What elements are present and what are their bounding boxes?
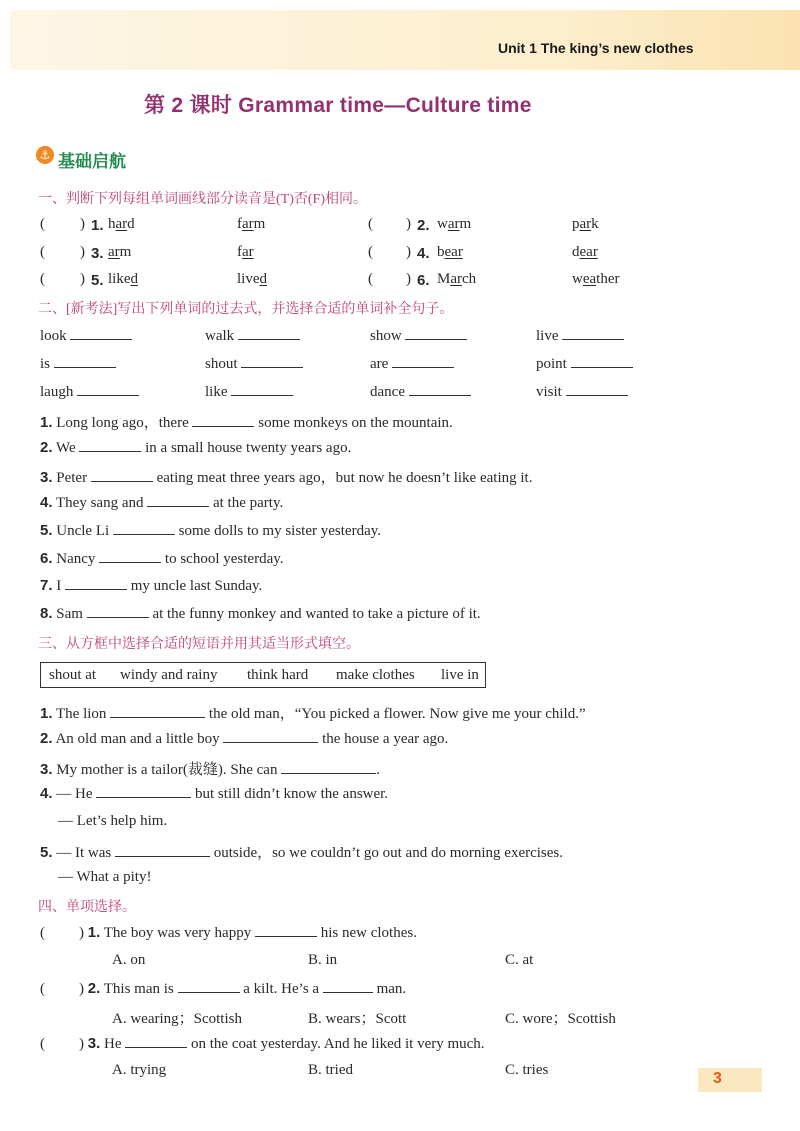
option-a[interactable]: A. on (112, 952, 146, 968)
q1-word-a: liked (108, 271, 138, 287)
option-b[interactable]: B. wears；Scott (308, 1011, 407, 1027)
q2-sentence: 6. Nancy to school yesterday. (40, 550, 284, 567)
answer-blank[interactable] (323, 980, 373, 993)
q2-sentence: 3. Peter eating meat three years ago，but now he doesn’t like eating it. (40, 469, 533, 486)
answer-blank[interactable] (87, 605, 149, 618)
q2-word: like (205, 383, 293, 401)
page-number: 3 (713, 1070, 722, 1087)
answer-blank[interactable] (96, 785, 191, 798)
option-b[interactable]: B. tried (308, 1062, 353, 1078)
q2-sentence: 8. Sam at the funny monkey and wanted to take a picture of it. (40, 605, 481, 622)
q4-item: ( ) 3. He on the coat yesterday. And he liked it very much. (40, 1035, 485, 1052)
phrase: windy and rainy (120, 667, 218, 683)
option-a[interactable]: A. trying (112, 1062, 167, 1078)
q4-item: ( ) 1. The boy was very happy his new clothes. (40, 924, 417, 941)
q3-item: 5. — It was outside，so we couldn’t go out and do morning exercises. (40, 844, 564, 861)
q1-word-a: bear (437, 244, 463, 260)
q3-item: — Let’s help him. (58, 813, 168, 829)
q2-word: look (40, 327, 132, 345)
q1-word-a: March (437, 271, 477, 287)
answer-blank[interactable] (91, 469, 153, 482)
q1-word-b: farm (237, 216, 266, 232)
anchor-icon: ⚓ (36, 146, 54, 164)
q2-word: is (40, 355, 116, 373)
q2-word: visit (536, 383, 628, 401)
answer-blank[interactable] (77, 383, 139, 396)
q2-sentence: 2. We in a small house twenty years ago. (40, 439, 352, 456)
q2-word: shout (205, 355, 303, 373)
answer-blank[interactable] (223, 730, 318, 743)
answer-blank[interactable] (54, 355, 116, 368)
q2-sentence: 7. I my uncle last Sunday. (40, 577, 263, 594)
answer-blank[interactable] (147, 494, 209, 507)
phrase: make clothes (336, 667, 415, 683)
answer-blank[interactable] (70, 327, 132, 340)
answer-blank[interactable] (65, 577, 127, 590)
q1-word-b: lived (237, 271, 267, 287)
q4-item: ( ) 2. This man is a kilt. He’s a man. (40, 980, 407, 997)
phrase: live in (441, 667, 479, 683)
answer-blank[interactable] (192, 414, 254, 427)
page-number-tab (698, 1068, 762, 1092)
q1-word-b: far (237, 244, 254, 260)
q2-sentence: 4. They sang and at the party. (40, 494, 284, 511)
answer-blank[interactable] (79, 439, 141, 452)
q2-sentence: 5. Uncle Li some dolls to my sister yesterday. (40, 522, 382, 539)
q1-word-a: hard (108, 216, 135, 232)
answer-blank[interactable] (566, 383, 628, 396)
q2-heading: 二、[新考法]写出下列单词的过去式，并选择合适的单词补全句子。 (38, 302, 454, 317)
q3-item: 3. My mother is a tailor(裁缝). She can . (40, 761, 380, 778)
answer-blank[interactable] (409, 383, 471, 396)
answer-blank[interactable] (255, 924, 317, 937)
lesson-title: 第 2 课时 Grammar time—Culture time (144, 94, 532, 117)
answer-blank[interactable] (178, 980, 240, 993)
answer-blank[interactable] (405, 327, 467, 340)
answer-blank[interactable] (231, 383, 293, 396)
q3-item: 1. The lion the old man，“You picked a flower. Now give me your child.” (40, 705, 586, 722)
unit-label: Unit 1 The king’s new clothes (498, 40, 694, 56)
phrase: think hard (247, 667, 309, 683)
option-a[interactable]: A. wearing；Scottish (112, 1011, 242, 1027)
answer-blank[interactable] (125, 1035, 187, 1048)
answer-blank[interactable] (571, 355, 633, 368)
option-c[interactable]: C. tries (505, 1062, 549, 1078)
q1-word-b: weather (572, 271, 620, 287)
q2-word: dance (370, 383, 471, 401)
q3-heading: 三、从方框中选择合适的短语并用其适当形式填空。 (38, 637, 360, 652)
q3-item: — What a pity! (58, 869, 152, 885)
q1-heading: 一、判断下列每组单词画线部分读音是(T)否(F)相同。 (38, 192, 367, 207)
new-method-tag: [新考法] (66, 302, 118, 317)
q2-word: walk (205, 327, 300, 345)
q2-word: show (370, 327, 467, 345)
option-c[interactable]: C. at (505, 952, 534, 968)
q2-sentence: 1. Long long ago，there some monkeys on the mountain. (40, 414, 453, 431)
phrase: shout at (49, 667, 97, 683)
q3-item: 2. An old man and a little boy the house a year ago. (40, 730, 449, 747)
q1-word-b: park (572, 216, 599, 232)
q2-word: live (536, 327, 624, 345)
q1-word-a: arm (108, 244, 132, 260)
answer-blank[interactable] (392, 355, 454, 368)
q3-item: 4. — He but still didn’t know the answer. (40, 785, 389, 802)
q1-word-a: warm (437, 216, 472, 232)
q1-word-b: dear (572, 244, 598, 260)
answer-blank[interactable] (238, 327, 300, 340)
section-title: 基础启航 (58, 152, 126, 171)
q2-word: laugh (40, 383, 139, 401)
answer-blank[interactable] (99, 550, 161, 563)
q4-heading: 四、单项选择。 (38, 900, 136, 915)
answer-blank[interactable] (562, 327, 624, 340)
option-c[interactable]: C. wore；Scottish (505, 1011, 616, 1027)
q2-word: are (370, 355, 454, 373)
answer-blank[interactable] (113, 522, 175, 535)
answer-blank[interactable] (241, 355, 303, 368)
answer-blank[interactable] (115, 844, 210, 857)
answer-blank[interactable] (281, 761, 376, 774)
answer-blank[interactable] (110, 705, 205, 718)
q2-word: point (536, 355, 633, 373)
option-b[interactable]: B. in (308, 952, 338, 968)
